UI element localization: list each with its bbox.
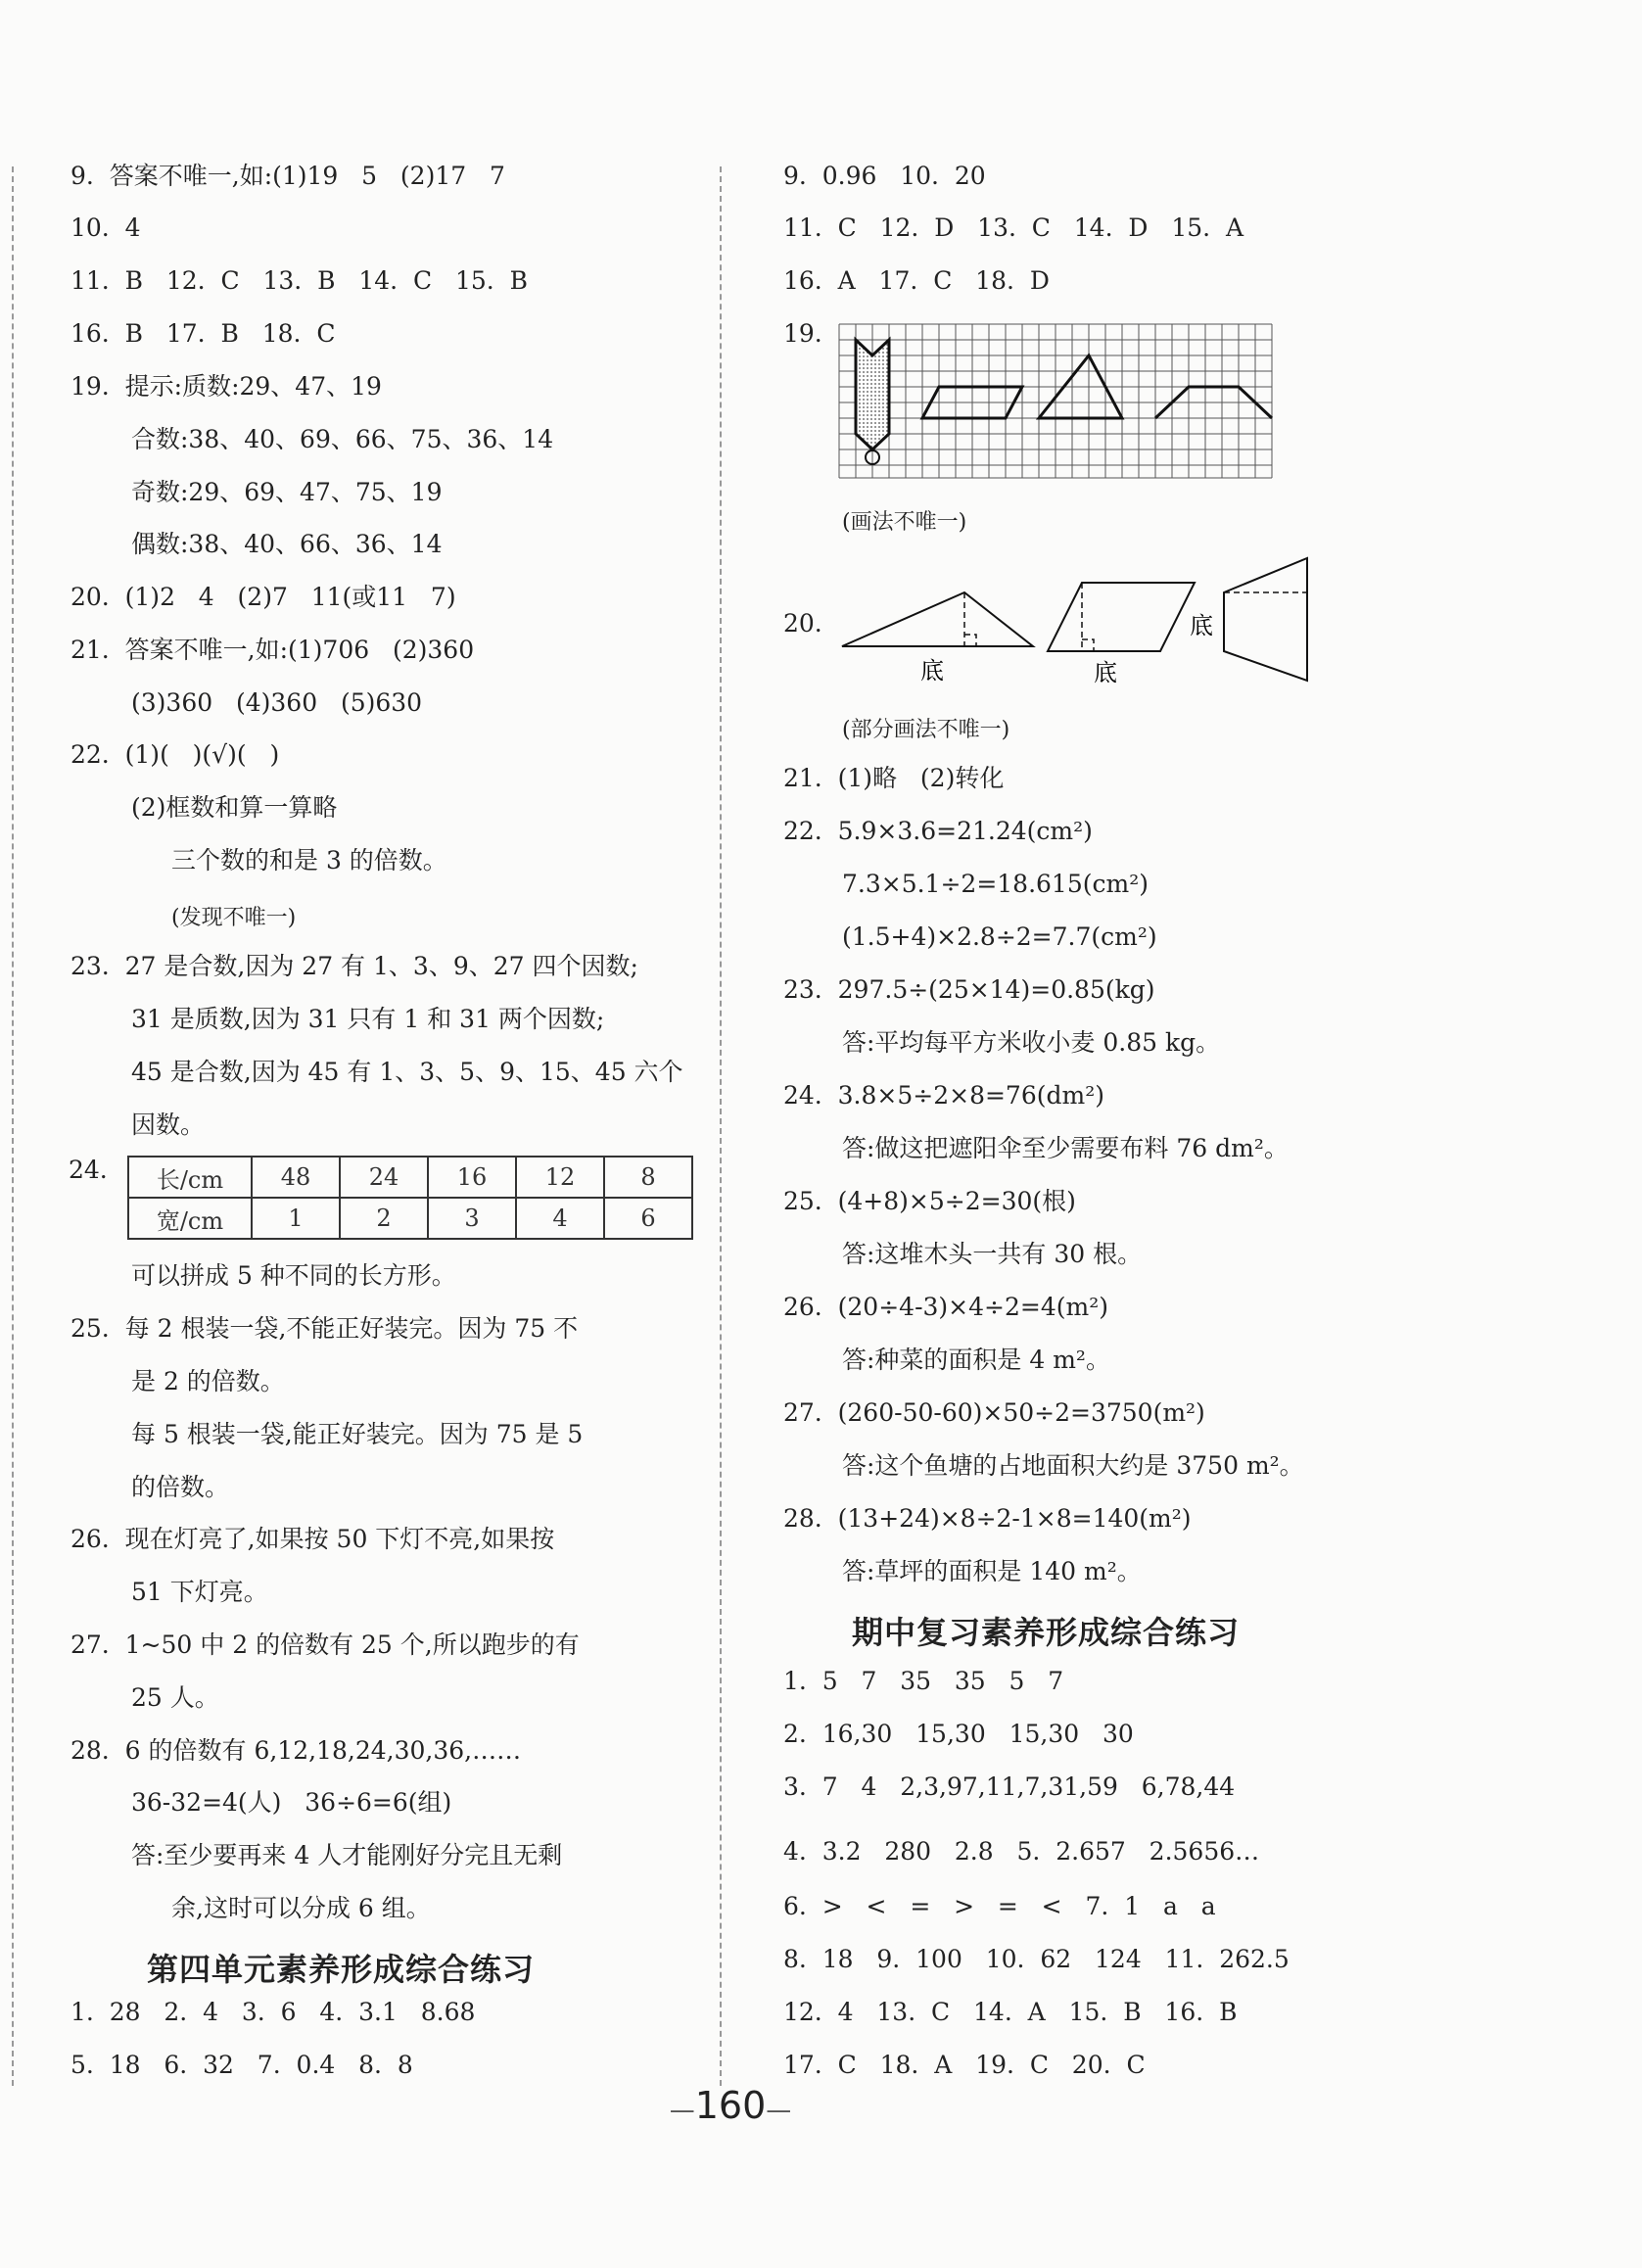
answer-line: 每 5 根装一袋,能正好装完。因为 75 是 5 — [131, 1420, 584, 1448]
answer-line: 因数。 — [131, 1110, 206, 1139]
table-cell: 1 — [252, 1198, 340, 1239]
q20-height-figures — [837, 553, 1317, 690]
section-heading-unit4: 第四单元素养形成综合练习 — [147, 1951, 536, 1988]
page-number — [662, 2084, 799, 2127]
table-cell: 6 — [604, 1198, 692, 1239]
answer-line: 24. 3.8×5÷2×8=76(dm²) — [783, 1081, 1104, 1110]
answer-line: 可以拼成 5 种不同的长方形。 — [131, 1261, 456, 1290]
table-row — [128, 1157, 692, 1198]
answer-line: (2)框数和算一算略 — [131, 793, 338, 822]
table-cell: 12 — [516, 1157, 604, 1198]
answer-line: 23. 27 是合数,因为 27 有 1、3、9、27 四个因数; — [70, 952, 638, 980]
answer-line: 是 2 的倍数。 — [131, 1367, 285, 1395]
answer-line: 26. 现在灯亮了,如果按 50 下灯不亮,如果按 — [70, 1525, 555, 1553]
answer-line: 10. 4 — [70, 213, 141, 242]
answer-line: 5. 18 6. 32 7. 0.4 8. 8 — [70, 2051, 413, 2079]
triangle-with-height — [842, 592, 1033, 646]
answer-line: 答:做这把遮阳伞至少需要布料 76 dm²。 — [842, 1134, 1289, 1162]
answer-line: 答:平均每平方米收小麦 0.85 kg。 — [842, 1028, 1221, 1057]
table-cell: 24 — [340, 1157, 428, 1198]
answer-line: 16. A 17. C 18. D — [783, 266, 1050, 295]
base-label: 底 — [1094, 659, 1117, 686]
answer-note: (部分画法不唯一) — [842, 718, 1010, 742]
table-cell: 4 — [516, 1198, 604, 1239]
base-label: 底 — [1190, 612, 1213, 639]
answer-line: 31 是质数,因为 31 只有 1 和 31 两个因数; — [131, 1005, 605, 1033]
grid-lines — [839, 324, 1272, 478]
answer-line: 20. (1)2 4 (2)7 11(或11 7) — [70, 583, 456, 611]
page-number-dash: — — [766, 2096, 792, 2125]
answer-line: 27. 1~50 中 2 的倍数有 25 个,所以跑步的有 — [70, 1630, 580, 1659]
answer-line: 答:种菜的面积是 4 m²。 — [842, 1346, 1110, 1374]
answer-line: 28. 6 的倍数有 6,12,18,24,30,36,…… — [70, 1736, 522, 1765]
rectangle-dimensions-table — [127, 1156, 693, 1240]
answer-line: 11. B 12. C 13. B 14. C 15. B — [70, 266, 528, 295]
parallelogram-height-line — [1082, 583, 1094, 651]
shaded-arrow-shape — [856, 340, 889, 449]
answer-line: 的倍数。 — [131, 1473, 230, 1501]
answer-line: (1.5+4)×2.8÷2=7.7(cm²) — [842, 922, 1157, 951]
answer-line: 22. 5.9×3.6=21.24(cm²) — [783, 817, 1093, 845]
answer-line: 25 人。 — [131, 1683, 219, 1712]
answer-line: 19. — [783, 319, 822, 348]
answer-line: 28. (13+24)×8÷2-1×8=140(m²) — [783, 1504, 1192, 1533]
answer-line: 余,这时可以分成 6 组。 — [171, 1894, 431, 1922]
answer-line: 三个数的和是 3 的倍数。 — [171, 846, 447, 874]
table-cell: 16 — [428, 1157, 516, 1198]
answer-line: 8. 18 9. 100 10. 62 124 11. 262.5 — [783, 1945, 1290, 1973]
answer-note: (发现不唯一) — [171, 906, 297, 930]
answer-line: 9. 答案不唯一,如:(1)19 5 (2)17 7 — [70, 162, 505, 190]
answer-line: 6. > < = > = < 7. 1 a a — [783, 1892, 1216, 1920]
trapezoid-with-height — [1224, 558, 1307, 681]
page-number-value: 160 — [694, 2084, 767, 2127]
answer-line: 21. 答案不唯一,如:(1)706 (2)360 — [70, 636, 475, 664]
page-number-dash: — — [669, 2096, 695, 2125]
table-cell: 8 — [604, 1157, 692, 1198]
answer-line: 答:这堆木头一共有 30 根。 — [842, 1240, 1143, 1268]
table-cell: 3 — [428, 1198, 516, 1239]
answer-line: 21. (1)略 (2)转化 — [783, 764, 1005, 792]
answer-line: 9. 0.96 10. 20 — [783, 162, 986, 190]
answer-line: 45 是合数,因为 45 有 1、3、5、9、15、45 六个 — [131, 1058, 683, 1086]
answer-line: 1. 5 7 35 35 5 7 — [783, 1667, 1064, 1695]
table-row-label: 宽/cm — [128, 1198, 252, 1239]
answer-line: 24. — [69, 1156, 108, 1184]
answer-line: (3)360 (4)360 (5)630 — [131, 688, 423, 717]
parallelogram-with-height — [1048, 583, 1195, 651]
table-row — [128, 1198, 692, 1239]
section-heading-midterm: 期中复习素养形成综合练习 — [852, 1614, 1241, 1651]
table-cell: 48 — [252, 1157, 340, 1198]
answer-line: 22. (1)( )(√)( ) — [70, 740, 280, 769]
table-cell: 2 — [340, 1198, 428, 1239]
base-label: 底 — [920, 657, 944, 685]
q19-grid-figure — [838, 323, 1275, 480]
answer-line: 4. 3.2 280 2.8 5. 2.657 2.5656… — [783, 1837, 1260, 1866]
answer-line: 偶数:38、40、66、36、14 — [131, 530, 443, 558]
answer-line: 11. C 12. D 13. C 14. D 15. A — [783, 213, 1244, 242]
answer-line: 3. 7 4 2,3,97,11,7,31,59 6,78,44 — [783, 1772, 1236, 1801]
answer-line: 合数:38、40、69、66、75、36、14 — [131, 425, 554, 453]
answer-line: 27. (260-50-60)×50÷2=3750(m²) — [783, 1398, 1205, 1427]
answer-line: 26. (20÷4-3)×4÷2=4(m²) — [783, 1293, 1108, 1321]
answer-line: 51 下灯亮。 — [131, 1578, 268, 1606]
answer-line: 1. 28 2. 4 3. 6 4. 3.1 8.68 — [70, 1998, 476, 2026]
answer-line: 奇数:29、69、47、75、19 — [131, 478, 443, 506]
answer-line: 25. 每 2 根装一袋,不能正好装完。因为 75 不 — [70, 1314, 579, 1343]
answer-line: 19. 提示:质数:29、47、19 — [70, 372, 382, 401]
answer-line: 17. C 18. A 19. C 20. C — [783, 2051, 1146, 2079]
answer-line: 20. — [783, 609, 822, 638]
answer-note: (画法不唯一) — [842, 510, 967, 535]
answer-line: 36-32=4(人) 36÷6=6(组) — [131, 1788, 452, 1817]
left-column-rule — [12, 166, 14, 2086]
answer-line: 16. B 17. B 18. C — [70, 319, 336, 348]
answer-line: 答:草坪的面积是 140 m²。 — [842, 1557, 1142, 1585]
answer-line: 23. 297.5÷(25×14)=0.85(kg) — [783, 975, 1155, 1004]
answer-line: 7.3×5.1÷2=18.615(cm²) — [842, 870, 1149, 898]
answer-line: 答:这个鱼塘的占地面积大约是 3750 m²。 — [842, 1451, 1304, 1480]
answer-line: 答:至少要再来 4 人才能刚好分完且无剩 — [131, 1841, 563, 1869]
answer-line: 25. (4+8)×5÷2=30(根) — [783, 1187, 1076, 1215]
center-column-rule — [720, 166, 722, 2086]
answer-line: 12. 4 13. C 14. A 15. B 16. B — [783, 1998, 1238, 2026]
answer-line: 2. 16,30 15,30 15,30 30 — [783, 1720, 1134, 1748]
table-row-label: 长/cm — [128, 1157, 252, 1198]
